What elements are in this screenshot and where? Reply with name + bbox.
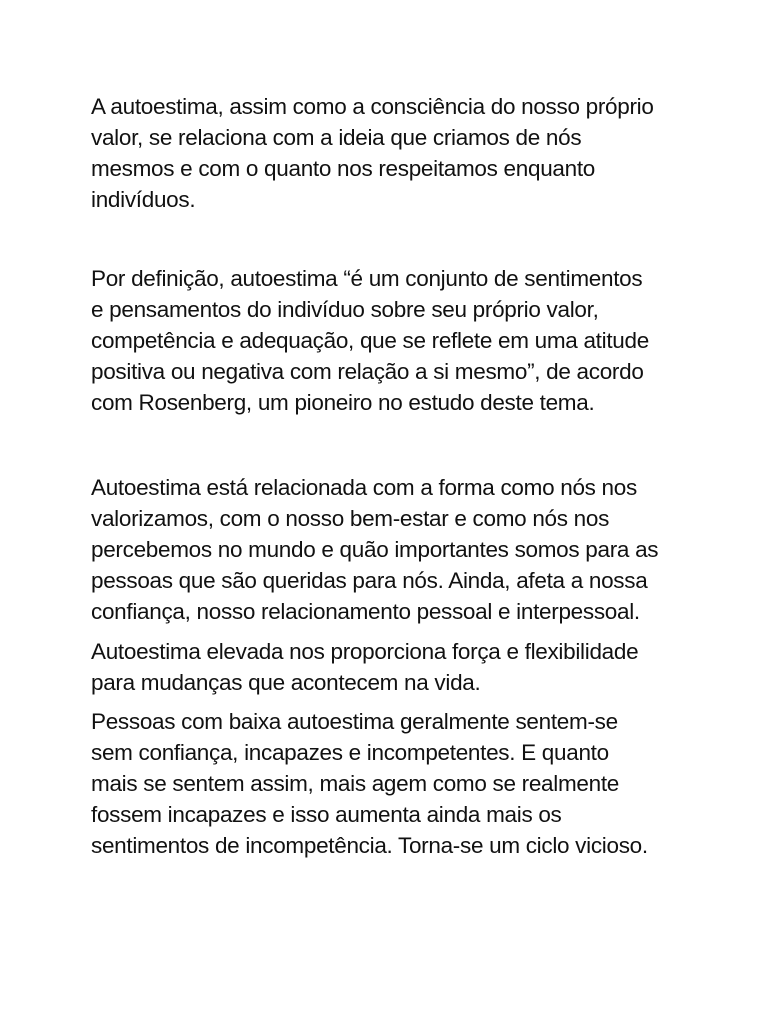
text-line: com Rosenberg, um pioneiro no estudo deste tema. bbox=[91, 390, 595, 415]
text-line: para mudanças que acontecem na vida. bbox=[91, 670, 481, 695]
text-line: sentimentos de incompetência. Torna-se um ciclo vicioso. bbox=[91, 833, 648, 858]
text-line: indivíduos. bbox=[91, 187, 196, 212]
text-line: confiança, nosso relacionamento pessoal e interpessoal. bbox=[91, 599, 640, 624]
text-line: mais se sentem assim, mais agem como se realmente bbox=[91, 771, 619, 796]
paragraph-2 bbox=[91, 263, 691, 418]
text-line: percebemos no mundo e quão importantes somos para as bbox=[91, 537, 659, 562]
text-line: sem confiança, incapazes e incompetentes. E quanto bbox=[91, 740, 609, 765]
text-line: Pessoas com baixa autoestima geralmente sentem-se bbox=[91, 709, 618, 734]
text-line: fossem incapazes e isso aumenta ainda mais os bbox=[91, 802, 562, 827]
text-line: e pensamentos do indivíduo sobre seu próprio valor, bbox=[91, 297, 599, 322]
text-line: valor, se relaciona com a ideia que criamos de nós bbox=[91, 125, 582, 150]
text-line: valorizamos, com o nosso bem-estar e como nós nos bbox=[91, 506, 610, 531]
paragraph-4 bbox=[91, 636, 691, 698]
text-line: pessoas que são queridas para nós. Ainda, afeta a nossa bbox=[91, 568, 648, 593]
paragraph-3 bbox=[91, 472, 691, 627]
text-line: Autoestima está relacionada com a forma como nós nos bbox=[91, 475, 637, 500]
text-line: Por definição, autoestima “é um conjunto de sentimentos bbox=[91, 266, 643, 291]
paragraph-5 bbox=[91, 706, 691, 861]
paragraph-1 bbox=[91, 91, 691, 215]
text-line: A autoestima, assim como a consciência do nosso próprio bbox=[91, 94, 654, 119]
text-line: competência e adequação, que se reflete em uma atitude bbox=[91, 328, 649, 353]
text-line: positiva ou negativa com relação a si mesmo”, de acordo bbox=[91, 359, 644, 384]
text-line: Autoestima elevada nos proporciona força e flexibilidade bbox=[91, 639, 639, 664]
text-line: mesmos e com o quanto nos respeitamos enquanto bbox=[91, 156, 595, 181]
